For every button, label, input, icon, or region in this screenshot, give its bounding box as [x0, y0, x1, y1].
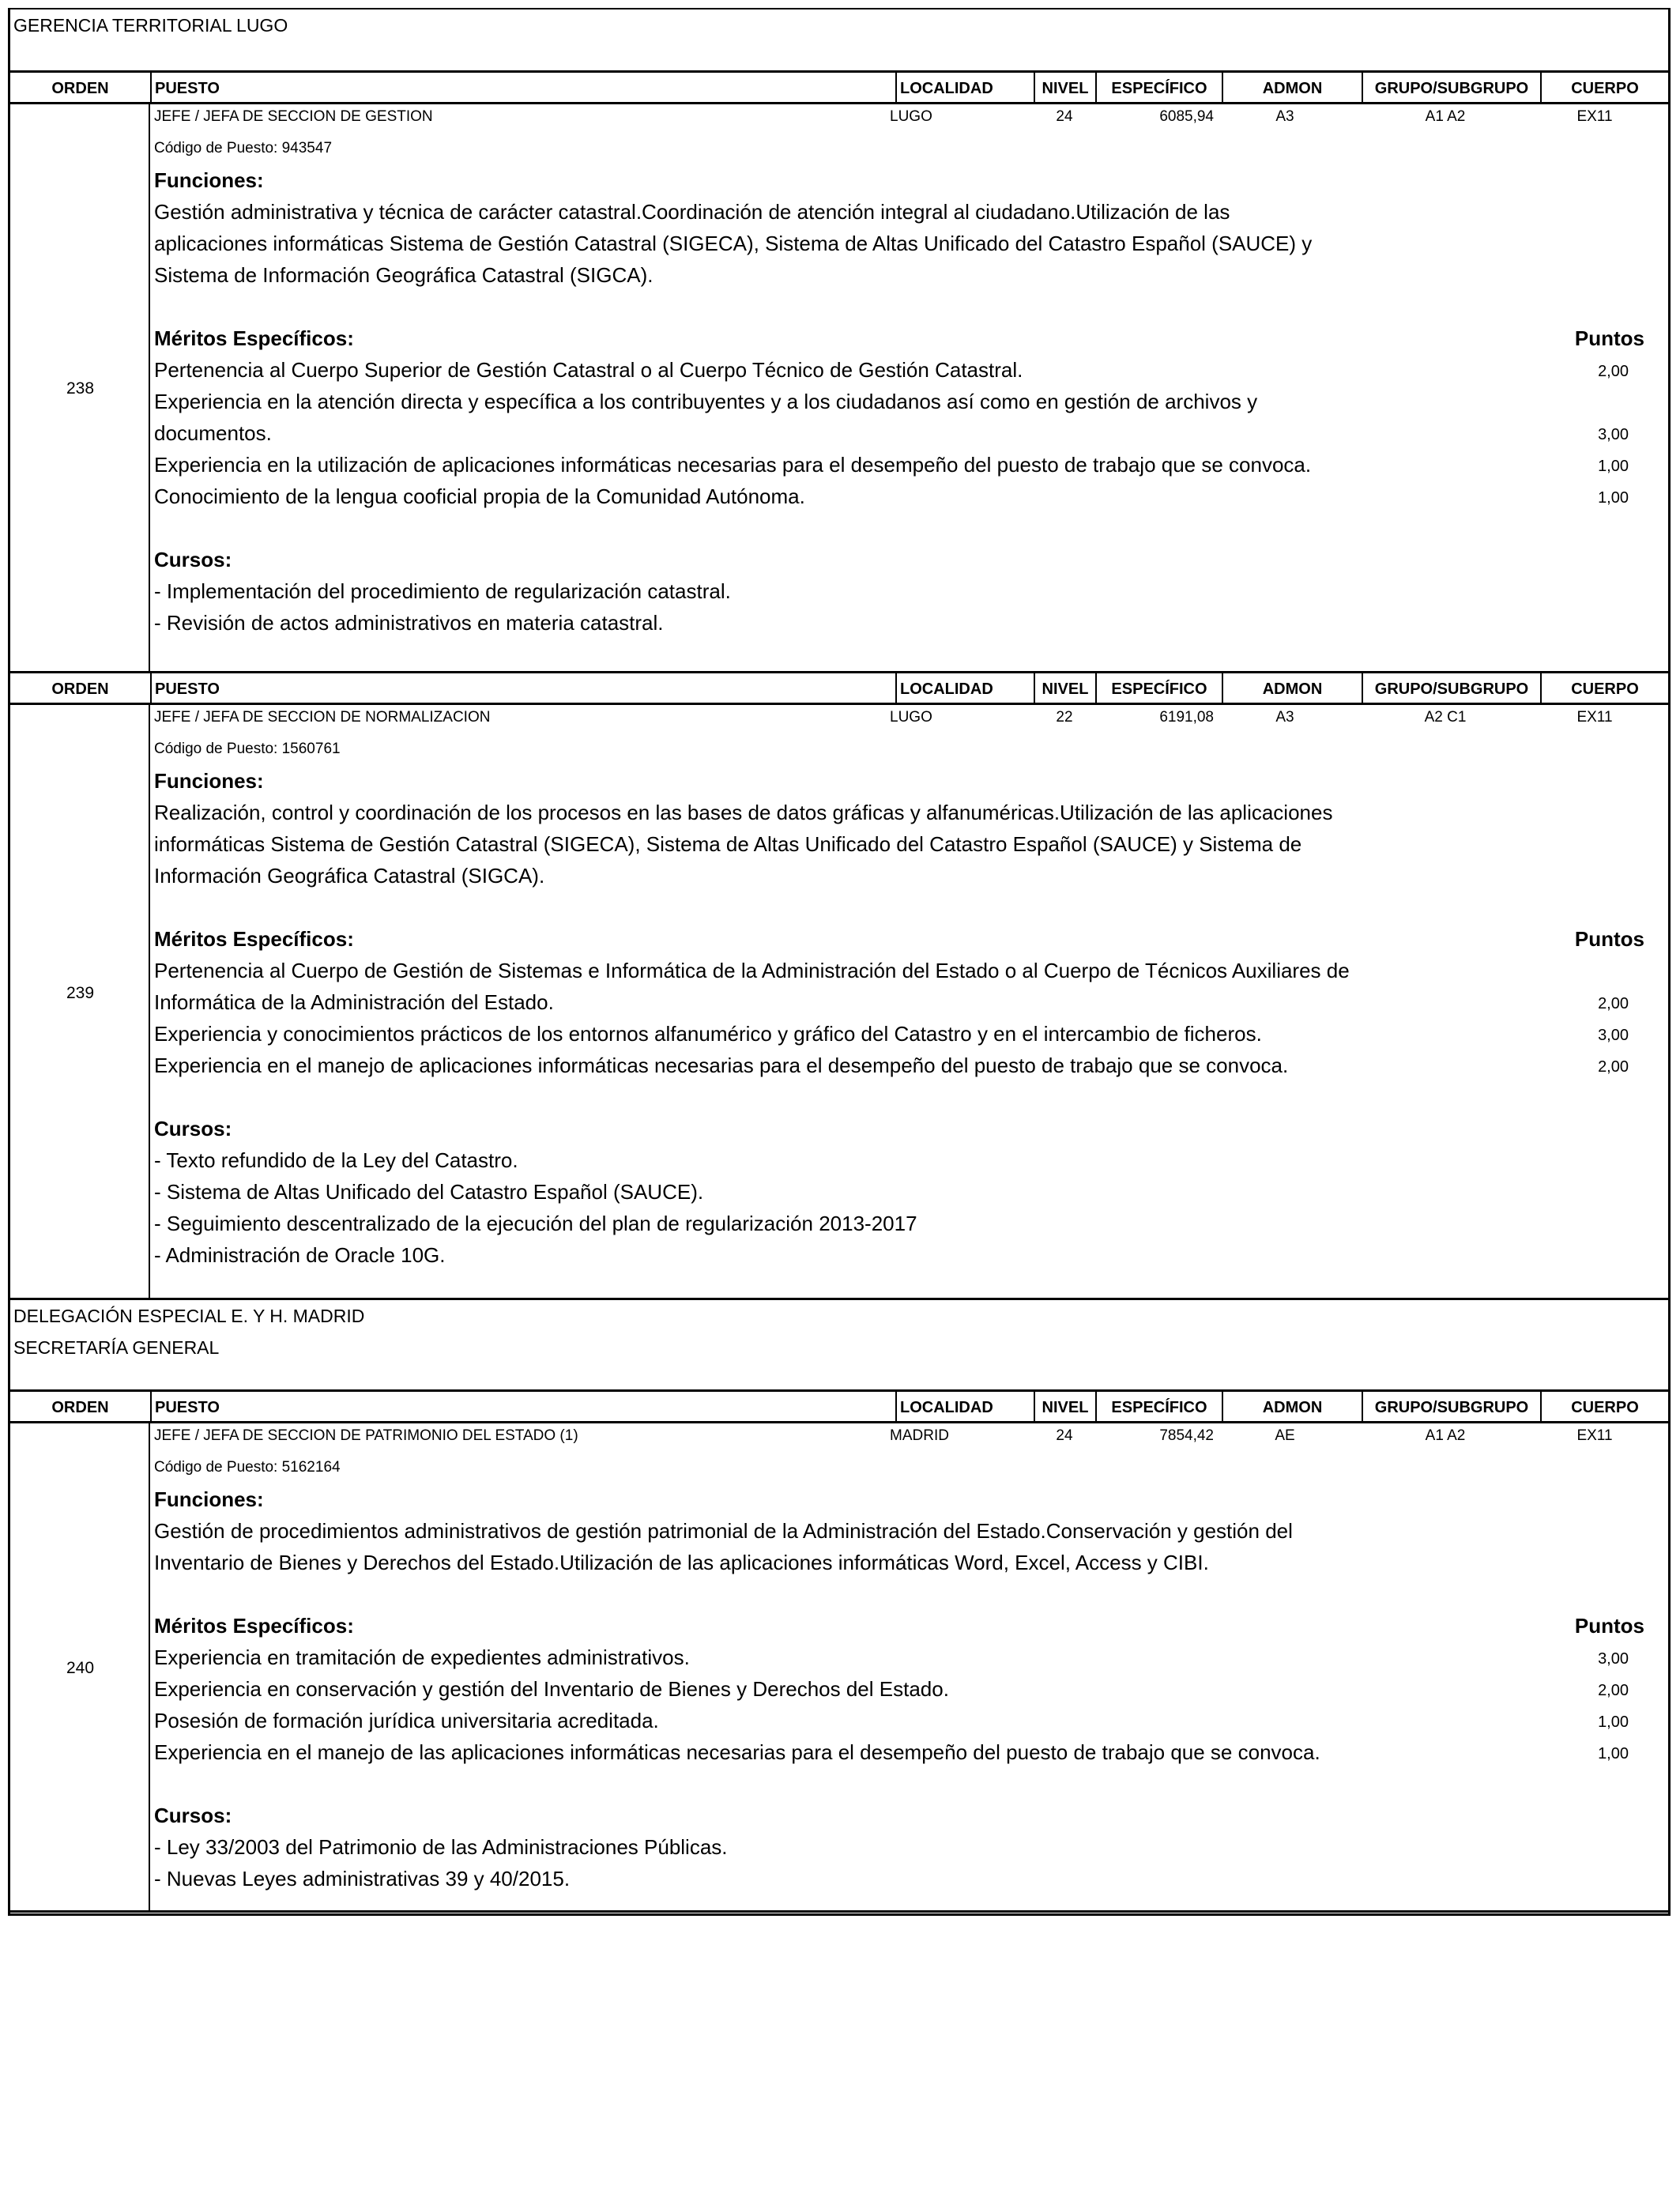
- job-entry: [10, 705, 1668, 1300]
- cuerpo-value: EX11: [1576, 108, 1613, 125]
- merito-points: 1,00: [1598, 1745, 1629, 1762]
- especifico-value: 6085,94: [1159, 108, 1214, 125]
- merito-points: 3,00: [1598, 1027, 1629, 1044]
- especifico-value: 6191,08: [1159, 709, 1214, 726]
- especifico-value: 7854,42: [1159, 1427, 1214, 1444]
- column-header-orden: ORDEN: [51, 80, 109, 97]
- column-header-grupo: GRUPO/SUBGRUPO: [1362, 73, 1540, 102]
- curso-line: - Texto refundido de la Ley del Catastro.: [154, 1148, 518, 1172]
- merito-line: Experiencia en el manejo de las aplicaciones informáticas necesarias para el desempeño del puesto de trabajo que se convoca.: [154, 1740, 1320, 1764]
- document-table: [8, 8, 1671, 1916]
- merito-points: 2,00: [1598, 363, 1629, 380]
- column-header-especifico: ESPECÍFICO: [1095, 673, 1222, 703]
- column-header-cuerpo: CUERPO: [1540, 1392, 1668, 1421]
- cuerpo-value: EX11: [1576, 1427, 1613, 1444]
- cursos-heading: Cursos:: [154, 1804, 232, 1827]
- grupo-value: A1 A2: [1425, 108, 1466, 125]
- merito-points: 1,00: [1598, 489, 1629, 507]
- merito-points: 2,00: [1598, 1682, 1629, 1699]
- funciones-line: aplicaciones informáticas Sistema de Gestión Catastral (SIGECA), Sistema de Altas Unificado del Catastro Español (SAUCE) y: [154, 232, 1313, 255]
- curso-line: - Implementación del procedimiento de regularización catastral.: [154, 579, 731, 603]
- puntos-heading: Puntos: [1574, 1614, 1644, 1638]
- merito-line: Experiencia en el manejo de aplicaciones informáticas necesarias para el desempeño del puesto de trabajo que se convoca.: [154, 1054, 1289, 1077]
- merito-points: 3,00: [1598, 426, 1629, 443]
- section-heading: [10, 9, 1668, 73]
- section-title: SECRETARÍA GENERAL: [13, 1337, 220, 1358]
- funciones-heading: Funciones:: [154, 1487, 264, 1511]
- cuerpo-value: EX11: [1576, 709, 1613, 726]
- job-entry: [10, 104, 1668, 673]
- funciones-line: informáticas Sistema de Gestión Catastral (SIGECA), Sistema de Altas Unificado del Catastro Español (SAUCE) y Sistema de: [154, 832, 1302, 856]
- localidad-value: MADRID: [890, 1427, 949, 1444]
- puntos-heading: Puntos: [1574, 927, 1644, 951]
- column-header-localidad: LOCALIDAD: [895, 73, 1034, 102]
- merito-line: Experiencia y conocimientos prácticos de los entornos alfanumérico y gráfico del Catastro y en el intercambio de ficheros.: [154, 1022, 1262, 1046]
- codigo-puesto: Código de Puesto: 5162164: [154, 1459, 341, 1476]
- column-header-especifico: ESPECÍFICO: [1095, 1392, 1222, 1421]
- cursos-heading: Cursos:: [154, 548, 232, 571]
- merito-points: 2,00: [1598, 1058, 1629, 1076]
- column-header-orden: ORDEN: [51, 1399, 109, 1416]
- curso-line: - Sistema de Altas Unificado del Catastro Español (SAUCE).: [154, 1180, 704, 1204]
- funciones-heading: Funciones:: [154, 168, 264, 192]
- orden-number: 239: [66, 984, 95, 1002]
- merito-points: 2,00: [1598, 995, 1629, 1012]
- merito-line: Experiencia en la atención directa y específica a los contribuyentes y a los ciudadanos así como en gestión de archivos y: [154, 390, 1258, 413]
- merito-line: Pertenencia al Cuerpo Superior de Gestión Catastral o al Cuerpo Técnico de Gestión Catastral.: [154, 358, 1023, 382]
- column-header-admon: ADMON: [1222, 73, 1362, 102]
- localidad-value: LUGO: [890, 108, 932, 125]
- meritos-heading: Méritos Específicos:: [154, 927, 354, 951]
- column-header-cuerpo: CUERPO: [1540, 673, 1668, 703]
- column-header-localidad: LOCALIDAD: [895, 673, 1034, 703]
- funciones-line: Realización, control y coordinación de los procesos en las bases de datos gráficas y alfanuméricas.Utilización de las aplicaciones: [154, 801, 1333, 824]
- column-header-especifico: ESPECÍFICO: [1095, 73, 1222, 102]
- curso-line: - Administración de Oracle 10G.: [154, 1243, 446, 1267]
- column-header-puesto: PUESTO: [150, 1392, 895, 1421]
- funciones-line: Inventario de Bienes y Derechos del Estado.Utilización de las aplicaciones informáticas Word, Excel, Access y CIBI.: [154, 1551, 1209, 1574]
- job-title: JEFE / JEFA DE SECCION DE PATRIMONIO DEL ESTADO (1): [154, 1427, 578, 1444]
- funciones-line: Gestión de procedimientos administrativos de gestión patrimonial de la Administración del Estado.Conservación y gestión del: [154, 1519, 1293, 1543]
- merito-line: Experiencia en la utilización de aplicaciones informáticas necesarias para el desempeño del puesto de trabajo que se convoca.: [154, 453, 1312, 477]
- puntos-heading: Puntos: [1574, 326, 1644, 350]
- column-header-row: [10, 1392, 1668, 1423]
- nivel-value: 22: [1056, 709, 1073, 726]
- curso-line: - Ley 33/2003 del Patrimonio de las Administraciones Públicas.: [154, 1835, 728, 1859]
- column-header-puesto: PUESTO: [150, 73, 895, 102]
- orden-number: 240: [66, 1659, 95, 1677]
- column-header-row: [10, 73, 1668, 104]
- curso-line: - Nuevas Leyes administrativas 39 y 40/2015.: [154, 1867, 571, 1891]
- section-title: DELEGACIÓN ESPECIAL E. Y H. MADRID: [13, 1306, 365, 1326]
- merito-line: Posesión de formación jurídica universitaria acreditada.: [154, 1709, 659, 1732]
- job-title: JEFE / JEFA DE SECCION DE GESTION: [154, 108, 433, 125]
- job-entry: [10, 1423, 1668, 1913]
- merito-points: 1,00: [1598, 458, 1629, 475]
- admon-value: A3: [1275, 108, 1294, 125]
- nivel-value: 24: [1056, 108, 1073, 125]
- merito-line: Experiencia en tramitación de expedientes administrativos.: [154, 1646, 690, 1669]
- merito-line: documentos.: [154, 421, 272, 445]
- codigo-puesto: Código de Puesto: 1560761: [154, 741, 341, 757]
- localidad-value: LUGO: [890, 709, 932, 726]
- curso-line: - Revisión de actos administrativos en materia catastral.: [154, 611, 664, 635]
- grupo-value: A1 A2: [1425, 1427, 1466, 1444]
- column-header-grupo: GRUPO/SUBGRUPO: [1362, 1392, 1540, 1421]
- meritos-heading: Méritos Específicos:: [154, 326, 354, 350]
- merito-points: 1,00: [1598, 1713, 1629, 1731]
- column-header-puesto: PUESTO: [150, 673, 895, 703]
- merito-line: Conocimiento de la lengua cooficial propia de la Comunidad Autónoma.: [154, 484, 805, 508]
- funciones-line: Sistema de Información Geográfica Catastral (SIGCA).: [154, 263, 654, 287]
- grupo-value: A2 C1: [1424, 709, 1467, 726]
- column-header-row: [10, 673, 1668, 705]
- merito-points: 3,00: [1598, 1650, 1629, 1668]
- column-header-nivel: NIVEL: [1034, 1392, 1095, 1421]
- admon-value: AE: [1275, 1427, 1295, 1444]
- meritos-heading: Méritos Específicos:: [154, 1614, 354, 1638]
- funciones-line: Información Geográfica Catastral (SIGCA).: [154, 864, 545, 888]
- column-header-cuerpo: CUERPO: [1540, 73, 1668, 102]
- curso-line: - Seguimiento descentralizado de la ejecución del plan de regularización 2013-2017: [154, 1212, 917, 1235]
- section-title: GERENCIA TERRITORIAL LUGO: [13, 15, 288, 36]
- merito-line: Experiencia en conservación y gestión del Inventario de Bienes y Derechos del Estado.: [154, 1677, 949, 1701]
- job-title: JEFE / JEFA DE SECCION DE NORMALIZACION: [154, 709, 491, 726]
- funciones-heading: Funciones:: [154, 769, 264, 793]
- merito-line: Informática de la Administración del Estado.: [154, 990, 554, 1014]
- merito-line: Pertenencia al Cuerpo de Gestión de Sistemas e Informática de la Administración del Estado o al Cuerpo de Técnicos Auxiliares de: [154, 959, 1350, 982]
- cursos-heading: Cursos:: [154, 1117, 232, 1140]
- nivel-value: 24: [1056, 1427, 1073, 1444]
- column-header-orden: ORDEN: [51, 680, 109, 698]
- column-header-nivel: NIVEL: [1034, 73, 1095, 102]
- funciones-line: Gestión administrativa y técnica de carácter catastral.Coordinación de atención integral al ciudadano.Utilización de las: [154, 200, 1230, 224]
- orden-number: 238: [66, 379, 95, 398]
- column-header-localidad: LOCALIDAD: [895, 1392, 1034, 1421]
- column-header-admon: ADMON: [1222, 673, 1362, 703]
- codigo-puesto: Código de Puesto: 943547: [154, 140, 333, 156]
- admon-value: A3: [1275, 709, 1294, 726]
- column-header-grupo: GRUPO/SUBGRUPO: [1362, 673, 1540, 703]
- column-header-admon: ADMON: [1222, 1392, 1362, 1421]
- section-heading: [10, 1300, 1668, 1392]
- column-header-nivel: NIVEL: [1034, 673, 1095, 703]
